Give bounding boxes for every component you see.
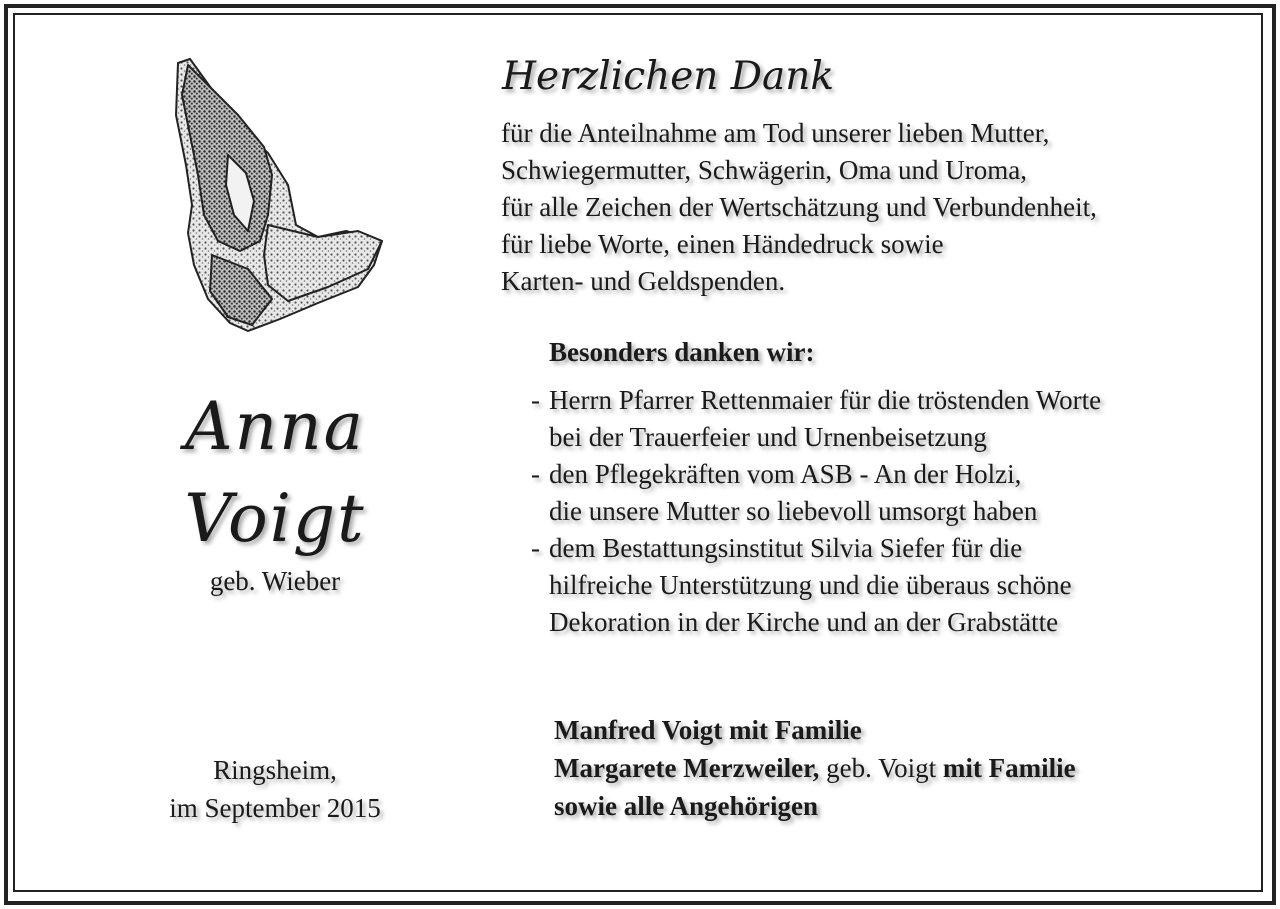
list-dash: - (531, 459, 540, 489)
signer-name: Margarete Merzweiler, (554, 753, 820, 783)
deceased-last-name: Voigt (184, 480, 366, 557)
thanks-paragraph (501, 115, 1097, 300)
list-line: dem Bestattungsinstitut Silvia Siefer für die (549, 533, 1023, 563)
list-line: den Pflegekräften vom ASB - An der Holzi, (549, 459, 1022, 489)
thanks-line: Karten- und Geldspenden. (501, 266, 786, 296)
maiden-name: geb. Wieber (209, 566, 341, 596)
list-line: die unsere Mutter so liebevoll umsorgt haben (549, 496, 1038, 526)
thanks-line: für die Anteilnahme am Tod unserer lieben Mutter, (501, 118, 1050, 148)
signer-line: Manfred Voigt mit Familie (554, 715, 862, 745)
deceased-first-name: Anna (184, 388, 366, 465)
special-thanks-heading: Besonders danken wir: (549, 337, 815, 367)
list-line: hilfreiche Unterstützung und die überaus schöne (549, 570, 1072, 600)
thanks-line: für liebe Worte, einen Händedruck sowie (501, 229, 944, 259)
place: Ringsheim, (213, 755, 337, 785)
place-and-date (100, 751, 450, 827)
list-line: bei der Trauerfeier und Urnenbeisetzung (549, 422, 987, 452)
list-line: Herrn Pfarrer Rettenmaier für die tröstenden Worte (549, 385, 1102, 415)
list-line: Dekoration in der Kirche und an der Grabstätte (549, 607, 1059, 637)
signers (554, 711, 1076, 825)
list-item (531, 530, 1101, 641)
thanks-line: Schwiegermutter, Schwägerin, Oma und Uroma, (501, 155, 1028, 185)
signer-maiden: geb. Voigt (819, 753, 943, 783)
thanks-heading: Herzlichen Dank (502, 54, 835, 99)
list-item (531, 382, 1101, 456)
list-dash: - (531, 533, 540, 563)
praying-hands-icon (168, 55, 388, 337)
list-dash: - (531, 385, 540, 415)
thanks-line: für alle Zeichen der Wertschätzung und Verbundenheit, (501, 192, 1097, 222)
special-thanks-list (531, 382, 1101, 641)
list-item (531, 456, 1101, 530)
signer-family: mit Familie (942, 753, 1076, 783)
date: im September 2015 (169, 793, 381, 823)
signer-line: sowie alle Angehörigen (554, 791, 818, 821)
signer-line (554, 749, 1076, 787)
